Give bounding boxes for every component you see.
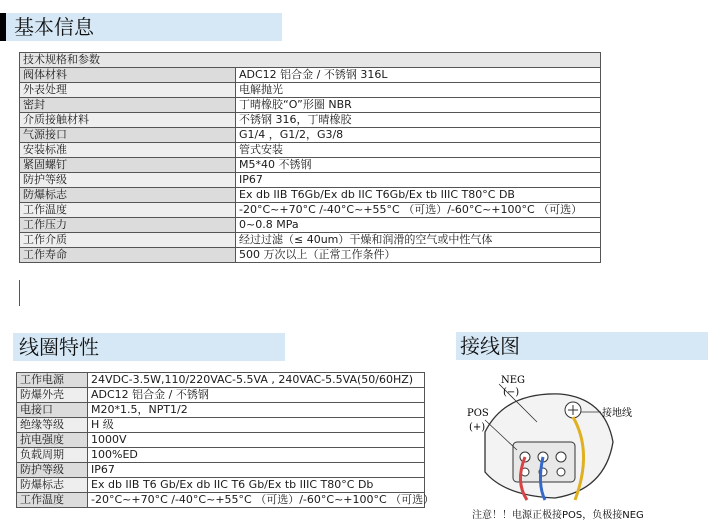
coil-table-row-label: 负载周期 <box>17 448 88 463</box>
wiring-diagram <box>465 372 632 502</box>
spec-left-rule <box>19 280 20 306</box>
spec-table-row <box>20 113 601 128</box>
coil-table-row-value: 24VDC-3.5W,110/220VAC-5.5VA , 240VAC-5.5VA(50/60HZ) <box>88 373 425 388</box>
spec-table-row-label: 密封 <box>20 98 236 113</box>
spec-table-row <box>20 218 601 233</box>
coil-table-row-label: 防爆外壳 <box>17 388 88 403</box>
section-title: 线圈特性 <box>19 335 99 359</box>
spec-table-row-value: -20°C~+70°C /-40°C~+55°C （可选）/-60°C~+100°C （可选） <box>236 203 601 218</box>
spec-table-row <box>20 233 601 248</box>
wiring-note: 注意！！电源正极接POS，负极接NEG <box>472 510 644 521</box>
spec-table-row <box>20 128 601 143</box>
spec-table-row <box>20 188 601 203</box>
coil-table-row-value: 1000V <box>88 433 425 448</box>
spec-table-row-value: 500 万次以上（正常工作条件） <box>236 248 601 263</box>
neg-sign: (−) <box>503 387 520 398</box>
neg-label: NEG <box>501 375 526 386</box>
spec-table-row-value: 丁晴橡胶“O”形圈 NBR <box>236 98 601 113</box>
spec-table <box>19 52 601 263</box>
spec-table-row-label: 工作温度 <box>20 203 236 218</box>
wiring-diagram-svg <box>465 372 632 502</box>
coil-table-row <box>17 478 425 493</box>
section-header-basic-info <box>0 13 282 41</box>
coil-table-row <box>17 388 425 403</box>
spec-table-row-value: 0~0.8 MPa <box>236 218 601 233</box>
coil-table-row <box>17 463 425 478</box>
coil-table-row-value: -20°C~+70°C /-40°C~+55°C （可选）/-60°C~+100°C （可选） <box>88 493 425 508</box>
coil-table-row-value: ADC12 铝合金 / 不锈钢 <box>88 388 425 403</box>
spec-table-row-value: M5*40 不锈钢 <box>236 158 601 173</box>
coil-table-row <box>17 418 425 433</box>
section-title: 基本信息 <box>14 15 94 39</box>
coil-table-row <box>17 433 425 448</box>
spec-table-row <box>20 173 601 188</box>
spec-table-row <box>20 248 601 263</box>
pos-sign: (+) <box>469 422 486 433</box>
spec-table-row-value: 管式安装 <box>236 143 601 158</box>
spec-table-row-label: 工作压力 <box>20 218 236 233</box>
section-title: 接线图 <box>460 334 520 358</box>
coil-table-row <box>17 373 425 388</box>
spec-table-row <box>20 83 601 98</box>
spec-table-row-value: IP67 <box>236 173 601 188</box>
coil-table-row <box>17 448 425 463</box>
coil-table-row-value: IP67 <box>88 463 425 478</box>
spec-table-row-label: 防爆标志 <box>20 188 236 203</box>
ground-label: 接地线 <box>602 408 632 419</box>
section-header-coil <box>13 333 285 361</box>
coil-table-row <box>17 403 425 418</box>
spec-table-row-value: 经过过滤（≤ 40um）干燥和润滑的空气或中性气体 <box>236 233 601 248</box>
coil-table-row-label: 电接口 <box>17 403 88 418</box>
spec-table-row-label: 介质接触材料 <box>20 113 236 128</box>
spec-table-row-label: 工作介质 <box>20 233 236 248</box>
spec-table-row-value: 电解抛光 <box>236 83 601 98</box>
spec-table-row <box>20 143 601 158</box>
spec-table-row <box>20 68 601 83</box>
coil-table <box>16 372 435 508</box>
spec-table-row <box>20 158 601 173</box>
pos-label: POS <box>467 408 489 419</box>
coil-table-row-label: 抗电强度 <box>17 433 88 448</box>
spec-table-row <box>20 98 601 113</box>
spec-table-row-value: 不锈钢 316，丁晴橡胶 <box>236 113 601 128</box>
coil-table-row-label: 绝缘等级 <box>17 418 88 433</box>
spec-table-row-label: 安装标准 <box>20 143 236 158</box>
spec-table-row-label: 工作寿命 <box>20 248 236 263</box>
spec-table-title-row <box>20 53 601 68</box>
coil-table-row <box>17 493 425 508</box>
coil-table-row-value: 100%ED <box>88 448 425 463</box>
header-marker <box>0 13 6 41</box>
coil-table-row-value: M20*1.5，NPT1/2 <box>88 403 425 418</box>
coil-table-row-label: 防爆标志 <box>17 478 88 493</box>
ground-screw-icon <box>565 402 581 418</box>
spec-table-row-label: 气源接口 <box>20 128 236 143</box>
spec-table-row-value: G1/4 ，G1/2，G3/8 <box>236 128 601 143</box>
coil-table-row-value: H 级 <box>88 418 425 433</box>
spec-table-row-label: 紧固螺钉 <box>20 158 236 173</box>
section-header-wiring <box>456 332 708 360</box>
spec-table-row-value: ADC12 铝合金 / 不锈钢 316L <box>236 68 601 83</box>
coil-table-row-label: 工作电源 <box>17 373 88 388</box>
spec-table-row <box>20 203 601 218</box>
coil-table-row-value: Ex db IIB T6 Gb/Ex db IIC T6 Gb/Ex tb IIIC T80°C Db <box>88 478 425 493</box>
spec-table-title: 技术规格和参数 <box>20 53 601 68</box>
spec-table-row-label: 阀体材料 <box>20 68 236 83</box>
spec-table-row-label: 外表处理 <box>20 83 236 98</box>
spec-table-row-label: 防护等级 <box>20 173 236 188</box>
coil-table-row-label: 防护等级 <box>17 463 88 478</box>
coil-table-row-label: 工作温度 <box>17 493 88 508</box>
spec-table-row-value: Ex db IIB T6Gb/Ex db IIC T6Gb/Ex tb IIIC T80°C DB <box>236 188 601 203</box>
